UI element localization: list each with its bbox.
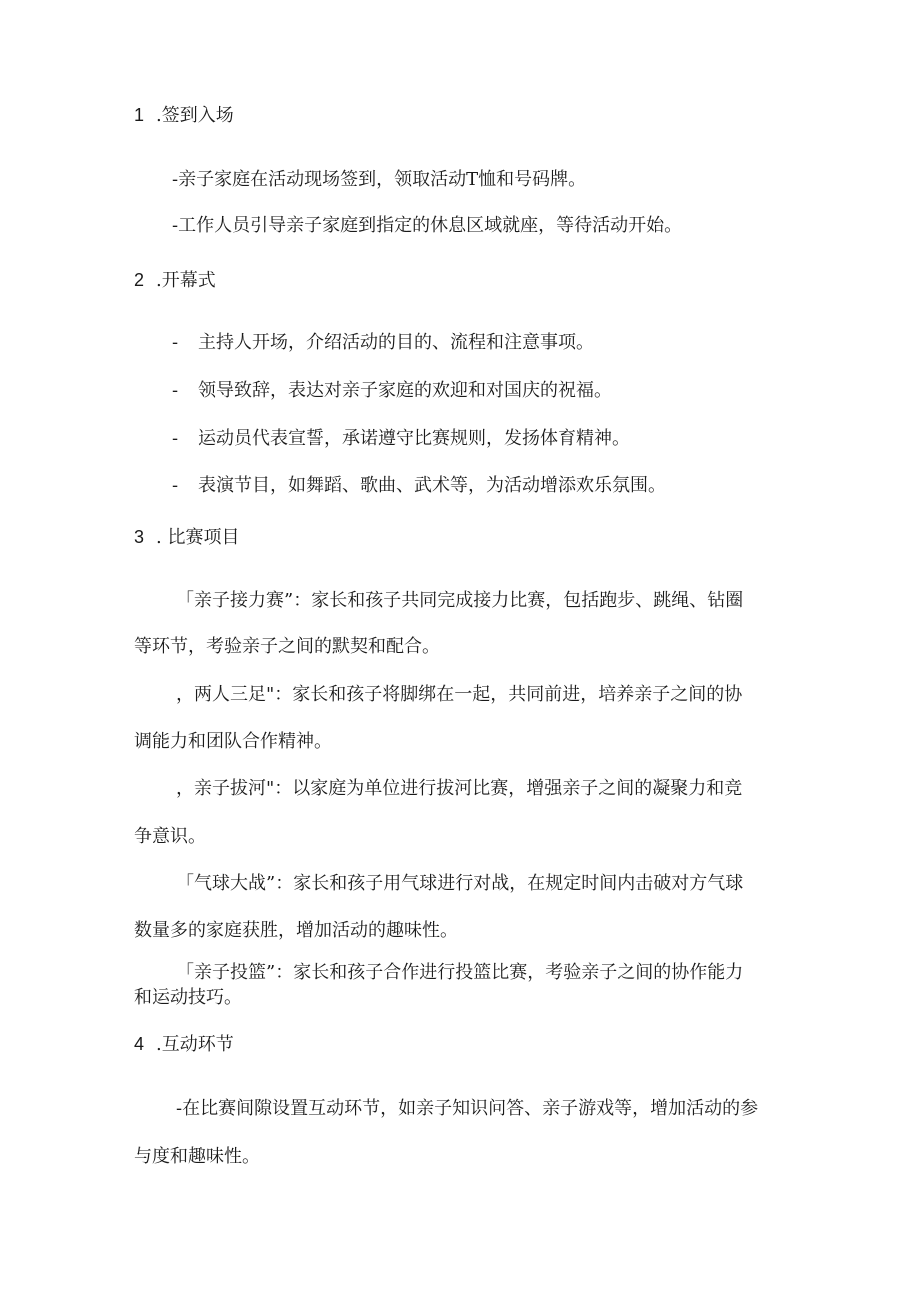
section-heading bbox=[134, 103, 234, 128]
list-item: -工作人员引导亲子家庭到指定的休息区域就座，等待活动开始。 bbox=[172, 215, 683, 236]
section-heading bbox=[134, 268, 216, 293]
list-dash: - bbox=[172, 428, 179, 449]
list-dash: - bbox=[172, 332, 179, 353]
section-number: 4 bbox=[134, 1034, 145, 1054]
list-item-text: 运动员代表宣誓，承诺遵守比赛规则，发扬体育精神。 bbox=[198, 428, 630, 449]
list-dash: - bbox=[172, 380, 179, 401]
list-item bbox=[172, 379, 612, 403]
paragraph-first-line: 「亲子投篮”：家长和孩子合作进行投篮比赛，考验亲子之间的协作能力 bbox=[176, 962, 744, 983]
list-item-text: 主持人开场，介绍活动的目的、流程和注意事项。 bbox=[198, 332, 594, 353]
paragraph-first-line: ，两人三足"：家长和孩子将脚绑在一起，共同前进，培养亲子之间的协 bbox=[176, 684, 743, 705]
paragraph-first-line: 「气球大战”：家长和孩子用气球进行对战，在规定时间内击破对方气球 bbox=[176, 873, 744, 894]
paragraph-first-line: ，亲子拔河"：以家庭为单位进行拔河比赛，增强亲子之间的凝聚力和竞 bbox=[176, 778, 743, 799]
list-item-text: 表演节目，如舞蹈、歌曲、武术等，为活动增添欢乐氛围。 bbox=[198, 475, 666, 496]
section-title: .互动环节 bbox=[156, 1034, 234, 1055]
list-item bbox=[172, 474, 666, 498]
list-dash: - bbox=[172, 475, 179, 496]
list-item bbox=[172, 427, 630, 451]
paragraph-continuation: 与度和趣味性。 bbox=[134, 1146, 260, 1167]
list-item bbox=[172, 331, 594, 355]
paragraph-continuation: 争意识。 bbox=[134, 826, 206, 847]
list-item-text: 领导致辞，表达对亲子家庭的欢迎和对国庆的祝福。 bbox=[198, 380, 612, 401]
section-title: .开幕式 bbox=[156, 270, 216, 291]
paragraph-continuation: 调能力和团队合作精神。 bbox=[134, 731, 332, 752]
list-item: -亲子家庭在活动现场签到，领取活动T恤和号码牌。 bbox=[172, 169, 587, 190]
section-number: 2 bbox=[134, 270, 145, 290]
section-title: . 比赛项目 bbox=[156, 527, 240, 548]
section-number: 1 bbox=[134, 105, 145, 125]
section-title: .签到入场 bbox=[156, 105, 234, 126]
paragraph-continuation: 和运动技巧。 bbox=[134, 987, 242, 1008]
section-heading bbox=[134, 1032, 234, 1057]
paragraph-continuation: 数量多的家庭获胜，增加活动的趣味性。 bbox=[134, 920, 458, 941]
section-heading bbox=[134, 525, 239, 550]
paragraph-first-line: 「亲子接力赛”：家长和孩子共同完成接力比赛，包括跑步、跳绳、钻圈 bbox=[176, 590, 744, 611]
section-number: 3 bbox=[134, 527, 145, 547]
paragraph-first-line: -在比赛间隙设置互动环节，如亲子知识问答、亲子游戏等，增加活动的参 bbox=[176, 1098, 759, 1119]
paragraph-continuation: 等环节，考验亲子之间的默契和配合。 bbox=[134, 636, 440, 657]
